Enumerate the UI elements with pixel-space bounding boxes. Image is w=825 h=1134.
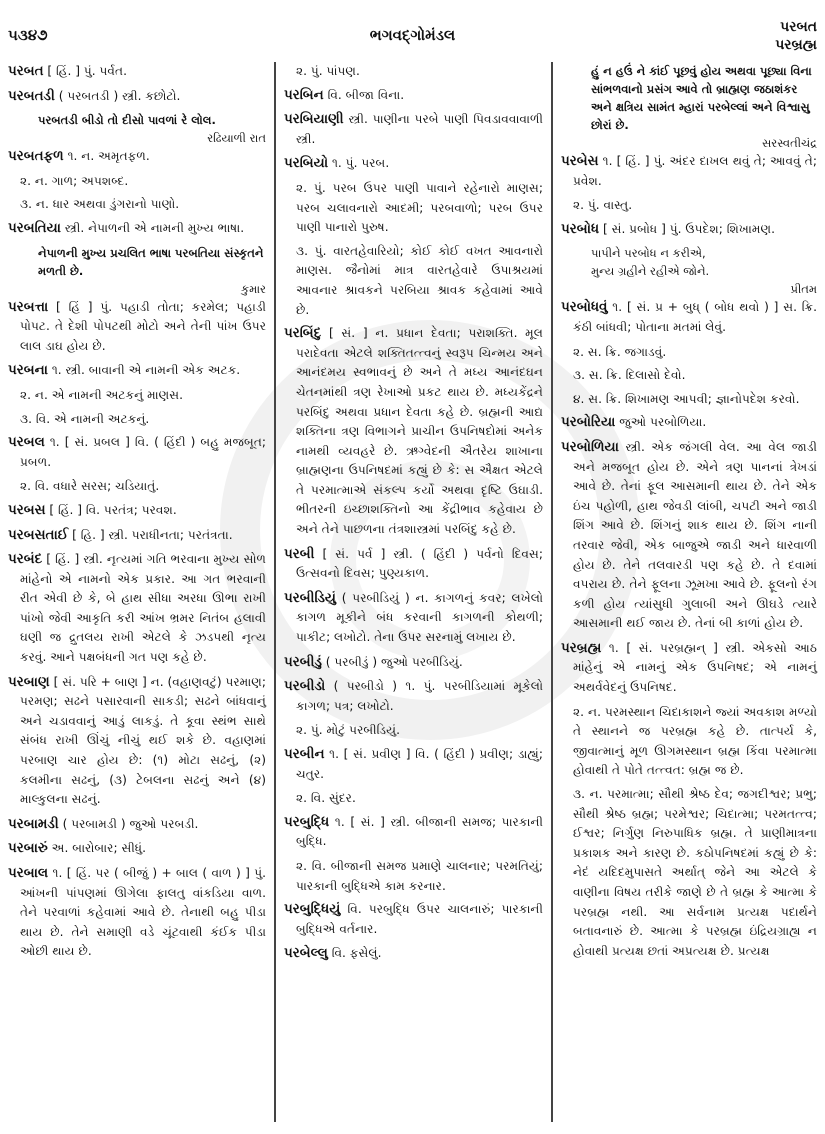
entry-headword: પરબત [8,63,44,79]
entry-definition: અ. બારોબાર; સીધું. [51,841,146,856]
dictionary-entry [8,219,266,239]
guide-words [775,18,817,54]
entry-headword: પરબસતાઈ [8,526,69,543]
guide-word-first: પરબત [780,19,817,35]
entry-definition: [ હિ. ] સ્ત્રી. પરાધીનતા; પરતંત્રતા. [72,527,233,542]
dictionary-entry [284,154,543,174]
entry-definition: ( પરબીડું ) જુઓ પરબીડિયું. [325,654,463,669]
entry-definition: સ્ત્રી. પાણીના પરબે પાણી પિવડાવવાવાળી સ્ત્રી. [296,112,544,146]
entry-sense: ૩. ન. પરમાત્મા; સૌથી શ્રેષ્ઠ દેવ; જગદીશ્વર; પ્રભુ; સૌથી શ્રેષ્ઠ બ્રહ્મ; પરમેશ્વર; ચિદાત્મા; પરમતત્ત્વ; ઈશ્વર; નિર્ગુણ નિરુપાધિક બ્રહ્મ. તે પ્રાણીમાત્રના પ્રકાશક અને કારણ છે. કઠોપનિષદમાં કહ્યું છે કે: નેદં યદિદમુપાસતે અર્થાત્ જેને આ એટલે કે વાણીના વિષય તરીકે જાણે છે તે બ્રહ્મ કે આત્મા કે પરબ્રહ્મ નથી. આ સર્વનામ પ્રત્યક્ષ પદાર્થને બતાવનારું છે. આત્મા કે પરબ્રહ્મ ઇંદ્રિયગ્રાહ્ય ન હોવાથી પ્રત્યક્ષ છતાં અપ્રત્યક્ષ છે. પ્રત્યક્ષ [573,787,817,958]
entry-headword: પરબંદ [8,551,43,568]
entry-sense: ૨. વિ. વધારે સરસ; ચડિયાતું. [20,479,160,494]
entry-definition: સ્ત્રી. એક જંગલી વેલ. આ વેલ જાડી અને મજબૂત હોય છે. એને ત્રણ પાનનાં ત્રેખડાં આવે છે. તેનાં ફૂલ આસમાની થાય છે. તેને એક ઇંચ પહોળી, હાથ જેવડી લાંબી, ચપટી અને જાડી શિંગ આવે છે. શિંગનું શાક થાય છે. શિંગ નાની તરવાર જેવી, એક બાજુએ જાડી અને ધારવાળી હોય છે. તેને તલવારડી પણ કહે છે. તે દવામાં વપરાય છે. તેને ફૂલના ઝૂમખા આવે છે. ફૂલનો રંગ કળી હોય ત્યાંસુધી ગુલાબી અને ઊઘડે ત્યારે આસમાની થઈ જાય છે. તેનાં બી કાળાં હોય છે. [573,439,817,631]
entry-headword: પરબસ [8,501,46,518]
page-header [0,14,825,60]
entry-headword: પરબેસ [561,153,599,169]
entry-headword: પરબતડી [8,87,55,104]
dictionary-entry [284,745,543,784]
entry-headword: પરબોરિયા [561,414,616,431]
column-middle [276,62,553,1122]
entry-definition: ૧. પું. પરબ. [331,156,390,171]
dictionary-entry [284,110,543,149]
entry-sense: ૨. વિ. બીજાની સમજ પ્રમાણે ચાલનાર; પરમતિયું; પારકાની બુદ્ધિએ કામ કરનાર. [296,858,543,893]
entry-definition: ( પરબીડિયું ) ન. કાગળનું કવર; લખેલો કાગળ મૂકીને બંધ કરવાની કાગળની કોથળી; પાકીટ; લખોટો. તેના ઉપર સરનામું લખાય છે. [296,590,544,645]
entry-definition: ૧. [ સં. પ્રબલ ] વિ. ( હિંદી ) બહુ મજબૂત; પ્રબળ. [20,435,267,469]
dictionary-entry [284,813,543,852]
entry-definition: ૧. [ સં. ] સ્ત્રી. બીજાની સમજ; પારકાની બુદ્ધિ. [296,814,544,849]
book-title: ભગવદ્ગોમંડલ [369,26,456,44]
entry-definition: ( પરબામડી ) જુઓ પરબડી. [62,816,199,831]
entry-sense: ૨. ન. પરમસ્થાન ચિદાકાશને જ્યાં અવકાશ મળ્યો તે સ્થાનને જ પરબ્રહ્મ કહે છે. તાત્પર્ય કે, જીવાત્માનું મૂળ ઊગમસ્થાન બ્રહ્મ કિંવા પરમાત્મા હોવાથી તે પોતે તત્ત્વત: બ્રહ્મ જ છે. [573,704,817,778]
entry-definition: ૧. [ સં. પ્ર + બુધ્ ( બોધ થવો ) ] સ. ક્રિ. કંઠી બાંધવી; પોતાના મતમાં લેવું. [573,300,818,334]
entry-headword: પરબારું [8,840,48,857]
dictionary-columns [0,62,825,1122]
entry-headword: પરબોધ [561,220,600,237]
entry-quote: હું ન હઉં ને કાંઈ પૂછવું હોય અથવા પૂછ્યા વિના સાંભળવાનો પ્રસંગ આવે તો બ્રાહ્મણ જઠાશંકર અને ક્ષત્રિય સામંત મ્હારાં પરબેલ્લાં અને વિશ્વાસુ છોરાં છે. [591,64,812,132]
dictionary-entry [284,589,543,648]
entry-sense: ૩. પું. વારતહેવારિયો; કોઈ કોઈ વખત આવનારો માણસ. જૈનોમાં માત્ર વારતહેવારે ઉપાશ્રયમાં આવનાર શ્રાવકને પરબિયા શ્રાવક કહેવામાં આવે છે. [296,243,543,317]
dictionary-entry [561,413,817,433]
entry-headword: પરબત્તા [8,298,49,315]
entry-sense: ૪. સ. ક્રિ. શિખામણ આપવી; જ્ઞાનોપદેશ કરવો. [573,391,800,406]
entry-headword: પરબ્રહ્મ [561,639,602,656]
entry-sense: ૩. ન. ધાર અથવા ડુંગરાનો પાણો. [20,197,180,212]
entry-headword: પરબાલ [8,865,49,881]
entry-sense: ૩. વિ. એ નામની અટકનું. [20,411,150,426]
dictionary-entry [561,152,817,191]
guide-word-last: પરબ્રહ્મ [775,37,817,53]
entry-headword: પરબિયો [284,155,329,172]
dictionary-entry [8,550,266,668]
dictionary-entry [561,298,817,337]
entry-definition: ( પરબીડો ) ૧. પું. પરબીડિયામાં મૂકેલો કાગળ; પત્ર; લખોટો. [296,679,544,713]
entry-quote: નેપાળની મુખ્ય પ્રચલિત ભાષા પરબતિયા સંસ્કૃતને મળતી છે. [38,245,264,278]
entry-sense: ૨. ન. એ નામની અટકનું માણસ. [20,387,184,402]
dictionary-entry [8,526,266,546]
dictionary-entry [284,86,543,106]
entry-headword: પરબોધવું [561,299,608,316]
entry-definition: [ હિં. ] પું. પર્વત. [47,64,127,78]
entry-sense: ૨. વિ. સુંદર. [296,791,356,806]
page-number: ૫૩૪૭ [8,26,48,44]
entry-definition: ૧. સ્ત્રી. બાવાની એ નામની એક અટક. [51,363,241,378]
entry-definition: [ સં. પરિ + બાણ ] ન. (વહાણવટું) પરમાણ; પરમણ; સઢને પસારવાની સાકડી; સઢને બાંધવાનું અને ચડાવવાનું આડું લાકડું. તે કૂવા સ્થંભ સાથે સંબંધ રાખી ઊંચું નીચું થઈ શકે છે. વહાણમાં પરબાણ ચાર હોય છે: (૧) મોટા સઢનું, (૨) કલમીના સઢનું, (૩) ટેબલના સઢનું અને (૪) માલ્કુલના સઢનું. [20,674,266,807]
entry-headword: પરબિંદુ [284,325,322,342]
quote-attribution: રઢિયાળી રાત [207,131,266,146]
entry-definition: ૧. ન. અમૃતફળ. [67,149,150,164]
dictionary-entry [8,839,266,859]
dictionary-entry [8,501,266,521]
entry-headword: પરબના [8,362,48,379]
column-left [0,62,276,1122]
quote-attribution: સરસ્વતીચંદ્ર [761,136,817,150]
dictionary-entry [284,677,543,716]
dictionary-entry [284,653,543,673]
entry-definition: સ્ત્રી. નેપાળની એ નામની મુખ્ય ભાષા. [64,220,245,235]
entry-sense: ૨. પું. પરબ ઉપર પાણી પાવાને રહેનારો માણસ; પરબ ચલાવનારો આદમી; પરબવાળો; પરબ ઉપર પાણી પાનારો પુરુષ. [296,180,543,235]
dictionary-entry [284,545,543,584]
entry-definition: [ સં. પર્વ ] સ્ત્રી. ( હિંદી ) પર્વનો દિવસ; ઉત્સવનો દિવસ; પુણ્યકાળ. [296,546,544,581]
entry-headword: પરબુદ્ધિયું [284,901,341,918]
entry-definition: ૧. [ સં. પરબ્રહ્મન્ ] સ્ત્રી. એકસો આઠ માંહેનું એ નામનું એક ઉપનિષદ; એ નામનું અથર્વવેદનું ઉપનિષદ. [573,640,817,695]
entry-headword: પરબી [284,545,315,562]
dictionary-entry [284,944,543,964]
quote-attribution: પ્રીતમ [790,282,817,297]
entry-definition: વિ. પરબુદ્ધિ ઉપર ચાલનારું; પારકાની બુદ્ધિએ વર્તનાર. [296,902,544,936]
entry-headword: પરબલ [8,434,45,451]
dictionary-entry [8,673,266,810]
entry-definition: [ સં. ] ન. પ્રધાન દેવતા; પરાશક્તિ. મૂલ પરાદેવતા એટલે શક્તિતત્ત્વનું સ્વરૂપ ચિન્મય અને આનંદમય સ્વભાવનું છે અને તે મધ્ય આનંદઘન ચેતનમાંથી ત્રણ રેખાઓ પ્રકટ થાય છે. મધ્યકેંદ્રને પરબિંદુ અથવા પ્રધાન દેવતા કહે છે. બ્રહ્મની આદ્ય શક્તિના ત્રણ વિભાગને પ્રાચીન ઉપનિષદોમાં અનેક નામથી વ્યવહરે છે. ઋગ્વેદની ઐતરેય શાખાના બ્રાહ્મણના ઉપનિષદમાં કહ્યું છે કે: સ ઐક્ષત એટલે તે પરમાત્માએ સંકલ્પ કર્યો અથવા દૃષ્ટિ ઉઘાડી. ભીતરની ઇચ્છાશક્તિનો આ કેંદ્રીભાવ કહેવાય છે અને તેને પાછળના તંત્રશાસ્ત્રમાં પરબિંદુ કહે છે. [296,326,543,537]
dictionary-entry [8,815,266,835]
entry-quote: પરબતડી બીડો તો દીસો પાવળાં રે લોલ. [38,113,216,128]
entry-definition: ( પરબતડી ) સ્ત્રી. કછોટો. [58,88,181,103]
dictionary-entry [8,433,266,472]
entry-definition: વિ. બીજા વિના. [327,87,405,102]
entry-headword: પરબોળિયા [561,438,619,455]
dictionary-entry [8,62,266,82]
entry-headword: પરબુદ્ધિ [284,813,330,830]
entry-quote: મુન્ય ગ્રહીને રહીએ જોને. [591,264,710,279]
dictionary-entry [561,639,817,698]
entry-definition: ૧. [ હિં. ] પું. અંદર દાખલ થવું તે; આવવું તે; પ્રવેશ. [573,154,817,188]
dictionary-entry [8,147,266,167]
dictionary-entry [8,87,266,107]
entry-definition: [ હિં. ] સ્ત્રી. નૃત્યમાં ગતિ ભરવાના મુખ્ય સોળ માંહેનો એ નામનો એક પ્રકાર. આ ગત ભરવાની રીત એવી છે કે, બે હાથ સીધા અરધા ઊભા રાખી પાંખો જેવી આકૃતિ કરી આંખ ભ્રમર નિતંબ હલાવી ઘણી જ દ્રુતલય રાખી એટલે કે ઝડપથી નૃત્ય કરવું. આને પક્ષબંધની ગત પણ કહે છે. [20,552,266,665]
entry-sense: ૨. પું. પાંપણ. [296,64,360,78]
quote-attribution: કુમાર [240,281,266,296]
dictionary-entry [284,324,543,540]
entry-headword: પરબિયાણી [284,111,344,128]
entry-headword: પરબીન [284,746,325,762]
entry-sense: ૨. પું. મોટું પરબીડિયું. [296,723,400,738]
column-right [553,62,825,1122]
entry-sense: ૨. ન. ગાળ; અપશબ્દ. [20,173,129,188]
dictionary-entry [284,900,543,939]
entry-definition: ૧. [ હિં. પર ( બીજું ) + બાલ ( વાળ ) ] પું. આંખની પાંપણમાં ઊગેલા ફાલતુ વાંકડિયા વાળ. તેને પરવાળાં કહેવામાં આવે છે. તેનાથી બહુ પીડા થાય છે. તેને સમાણી વડે ચૂંટવાથી કંઈક પીડા ઓછી થાય છે. [20,866,266,959]
entry-sense: ૨. સ. ક્રિ. જગાડવું. [573,344,667,359]
entry-headword: પરબીડિયું [284,589,336,606]
entry-definition: [ હિં. ] વિ. પરતંત્ર; પરવશ. [49,502,177,517]
dictionary-entry [561,438,817,634]
entry-headword: પરબીડો [284,678,326,695]
dictionary-entry [8,361,266,381]
dictionary-entry [561,220,817,240]
entry-definition: જુઓ પરબોળિયા. [619,415,707,430]
entry-definition: [ હિં ] પું. પહાડી તોતા; કરમેલ; પહાડી પોપટ. તે દેશી પોપટથી મોટો અને તેની પાંખ ઉપર લાલ ડાઘ હોય છે. [20,299,266,353]
entry-headword: પરબાણ [8,673,50,690]
dictionary-entry [8,864,266,962]
entry-sense: ૨. પું. વાસ્તુ. [573,198,633,213]
entry-definition: ૧. [ સં. પ્રવીણ ] વિ. ( હિંદી ) પ્રવીણ; ડાહ્યું; ચતુર. [296,747,543,781]
entry-headword: પરબીડું [284,653,322,670]
entry-sense: ૩. સ. ક્રિ. દિલાસો દેવો. [573,368,686,383]
entry-definition: [ સં. પ્રબોધ ] પું. ઉપદેશ; શિખામણ. [602,221,775,236]
entry-definition: વિ. ફસેલું. [331,946,382,961]
entry-headword: પરબિન [284,86,324,103]
entry-headword: પરબેલ્લુ [284,945,328,962]
entry-headword: પરબતિયા [8,219,61,236]
entry-headword: પરબામડી [8,815,59,832]
dictionary-entry [8,298,266,357]
entry-quote: પાપીને પરબોધ ન કરીએ, [591,246,706,261]
entry-headword: પરબતફળ [8,148,64,165]
